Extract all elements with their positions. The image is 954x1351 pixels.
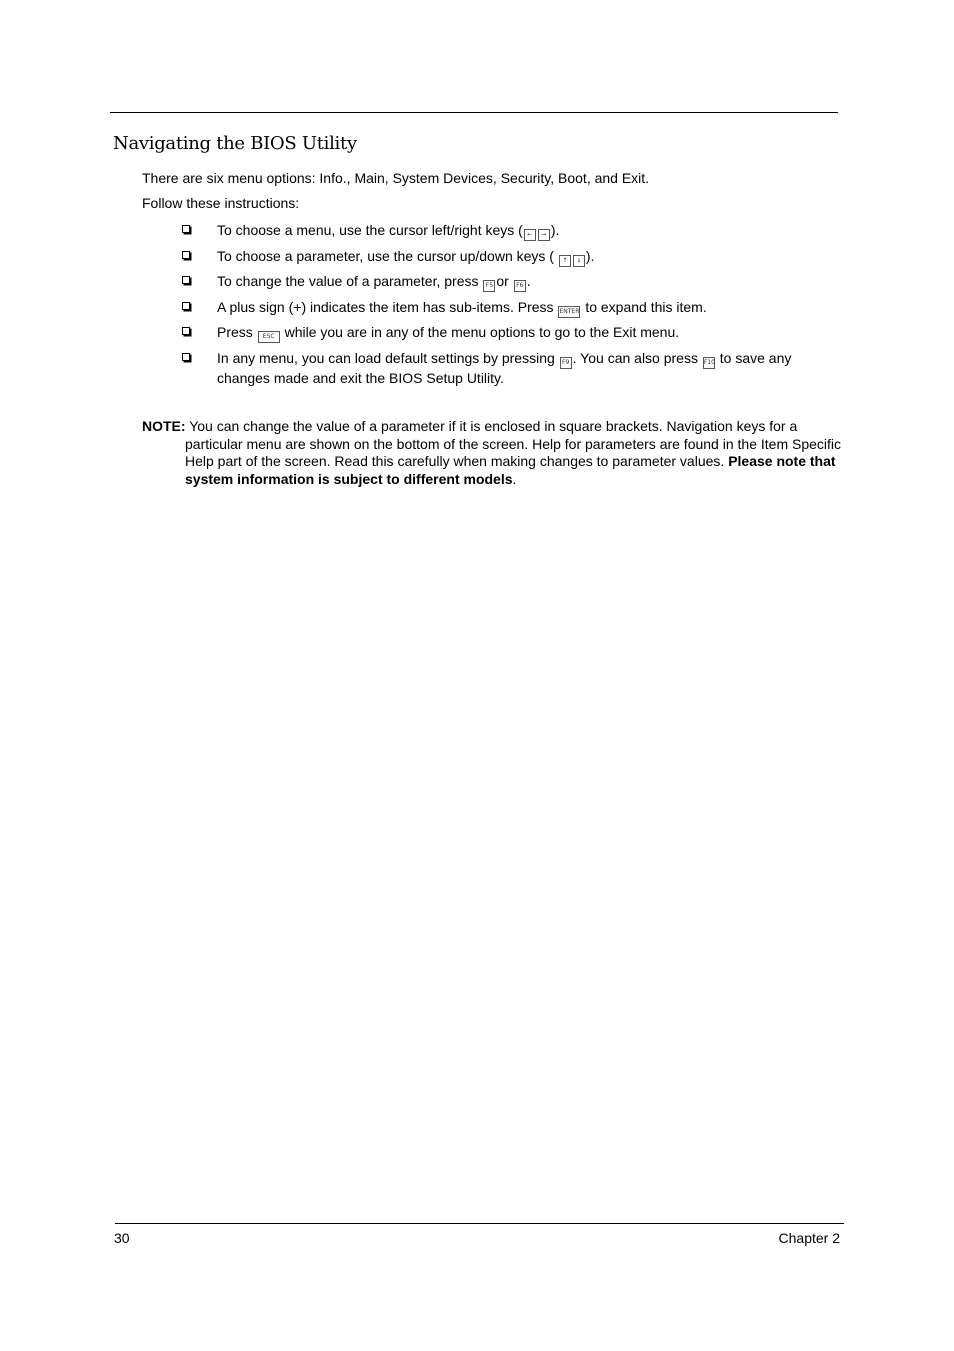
list-item-text: A plus sign (+) indicates the item has sub-items. Press ENTER to expand this item.	[217, 298, 822, 318]
up-arrow-key-icon: ↑	[559, 255, 571, 267]
f5-key-icon: F5	[483, 280, 495, 292]
list-item-text: To change the value of a parameter, press F5 or F6 .	[217, 272, 822, 292]
list-item	[182, 298, 822, 318]
checkbox-bullet-icon	[182, 353, 190, 361]
note-label: NOTE:	[142, 418, 186, 434]
list-item-text: To choose a menu, use the cursor left/right keys ( ← → ).	[217, 221, 822, 241]
list-item	[182, 272, 822, 292]
footer-rule	[115, 1223, 844, 1224]
f6-key-icon: F6	[514, 280, 526, 292]
checkbox-bullet-icon	[182, 302, 190, 310]
section-title: Navigating the BIOS Utility	[113, 133, 357, 154]
esc-key-icon: ESC	[258, 331, 280, 343]
f9-key-icon: F9	[560, 357, 572, 369]
list-item-text: To choose a parameter, use the cursor up/down keys ( ↑ ↓ ).	[217, 247, 822, 267]
down-arrow-key-icon: ↓	[573, 255, 585, 267]
checkbox-bullet-icon	[182, 251, 190, 259]
note-paragraph: NOTE: You can change the value of a parameter if it is enclosed in square brackets. Navigation keys for a particular menu are shown on the bottom of the screen. Help for parameters are found in the Item Specific Help part of the screen. Read this carefully when making changes to parameter values. Please note that system information is subject to different models.	[142, 418, 842, 487]
chapter-label: Chapter 2	[778, 1230, 840, 1246]
checkbox-bullet-icon	[182, 276, 190, 284]
header-rule	[110, 112, 838, 113]
list-item-text: In any menu, you can load default settings by pressing F9 . You can also press F10 to save any changes made and exit the BIOS Setup Utility.	[217, 350, 792, 386]
checkbox-bullet-icon	[182, 327, 190, 335]
list-item-text: Press ESC while you are in any of the menu options to go to the Exit menu.	[217, 323, 822, 343]
checkbox-bullet-icon	[182, 225, 190, 233]
list-item	[182, 247, 822, 267]
right-arrow-key-icon: →	[538, 229, 550, 241]
intro-paragraph: There are six menu options: Info., Main, System Devices, Security, Boot, and Exit.	[142, 170, 650, 186]
list-item	[182, 349, 822, 387]
left-arrow-key-icon: ←	[524, 229, 536, 241]
note-emphasis: Please note that system information is subject to different models	[185, 453, 836, 487]
f10-key-icon: F10	[703, 357, 715, 369]
list-item	[182, 221, 822, 241]
page-number: 30	[114, 1230, 130, 1246]
list-item	[182, 323, 822, 343]
instructions-lead: Follow these instructions:	[142, 195, 300, 211]
enter-key-icon: ENTER	[558, 306, 580, 318]
note-text: You can change the value of a parameter if it is enclosed in square brackets. Navigation keys for a particular menu are shown on the bottom of the screen. Help for parameters are found in the Item Specific Help part of the screen. Read this carefully when making changes to parameter values.	[185, 418, 842, 469]
